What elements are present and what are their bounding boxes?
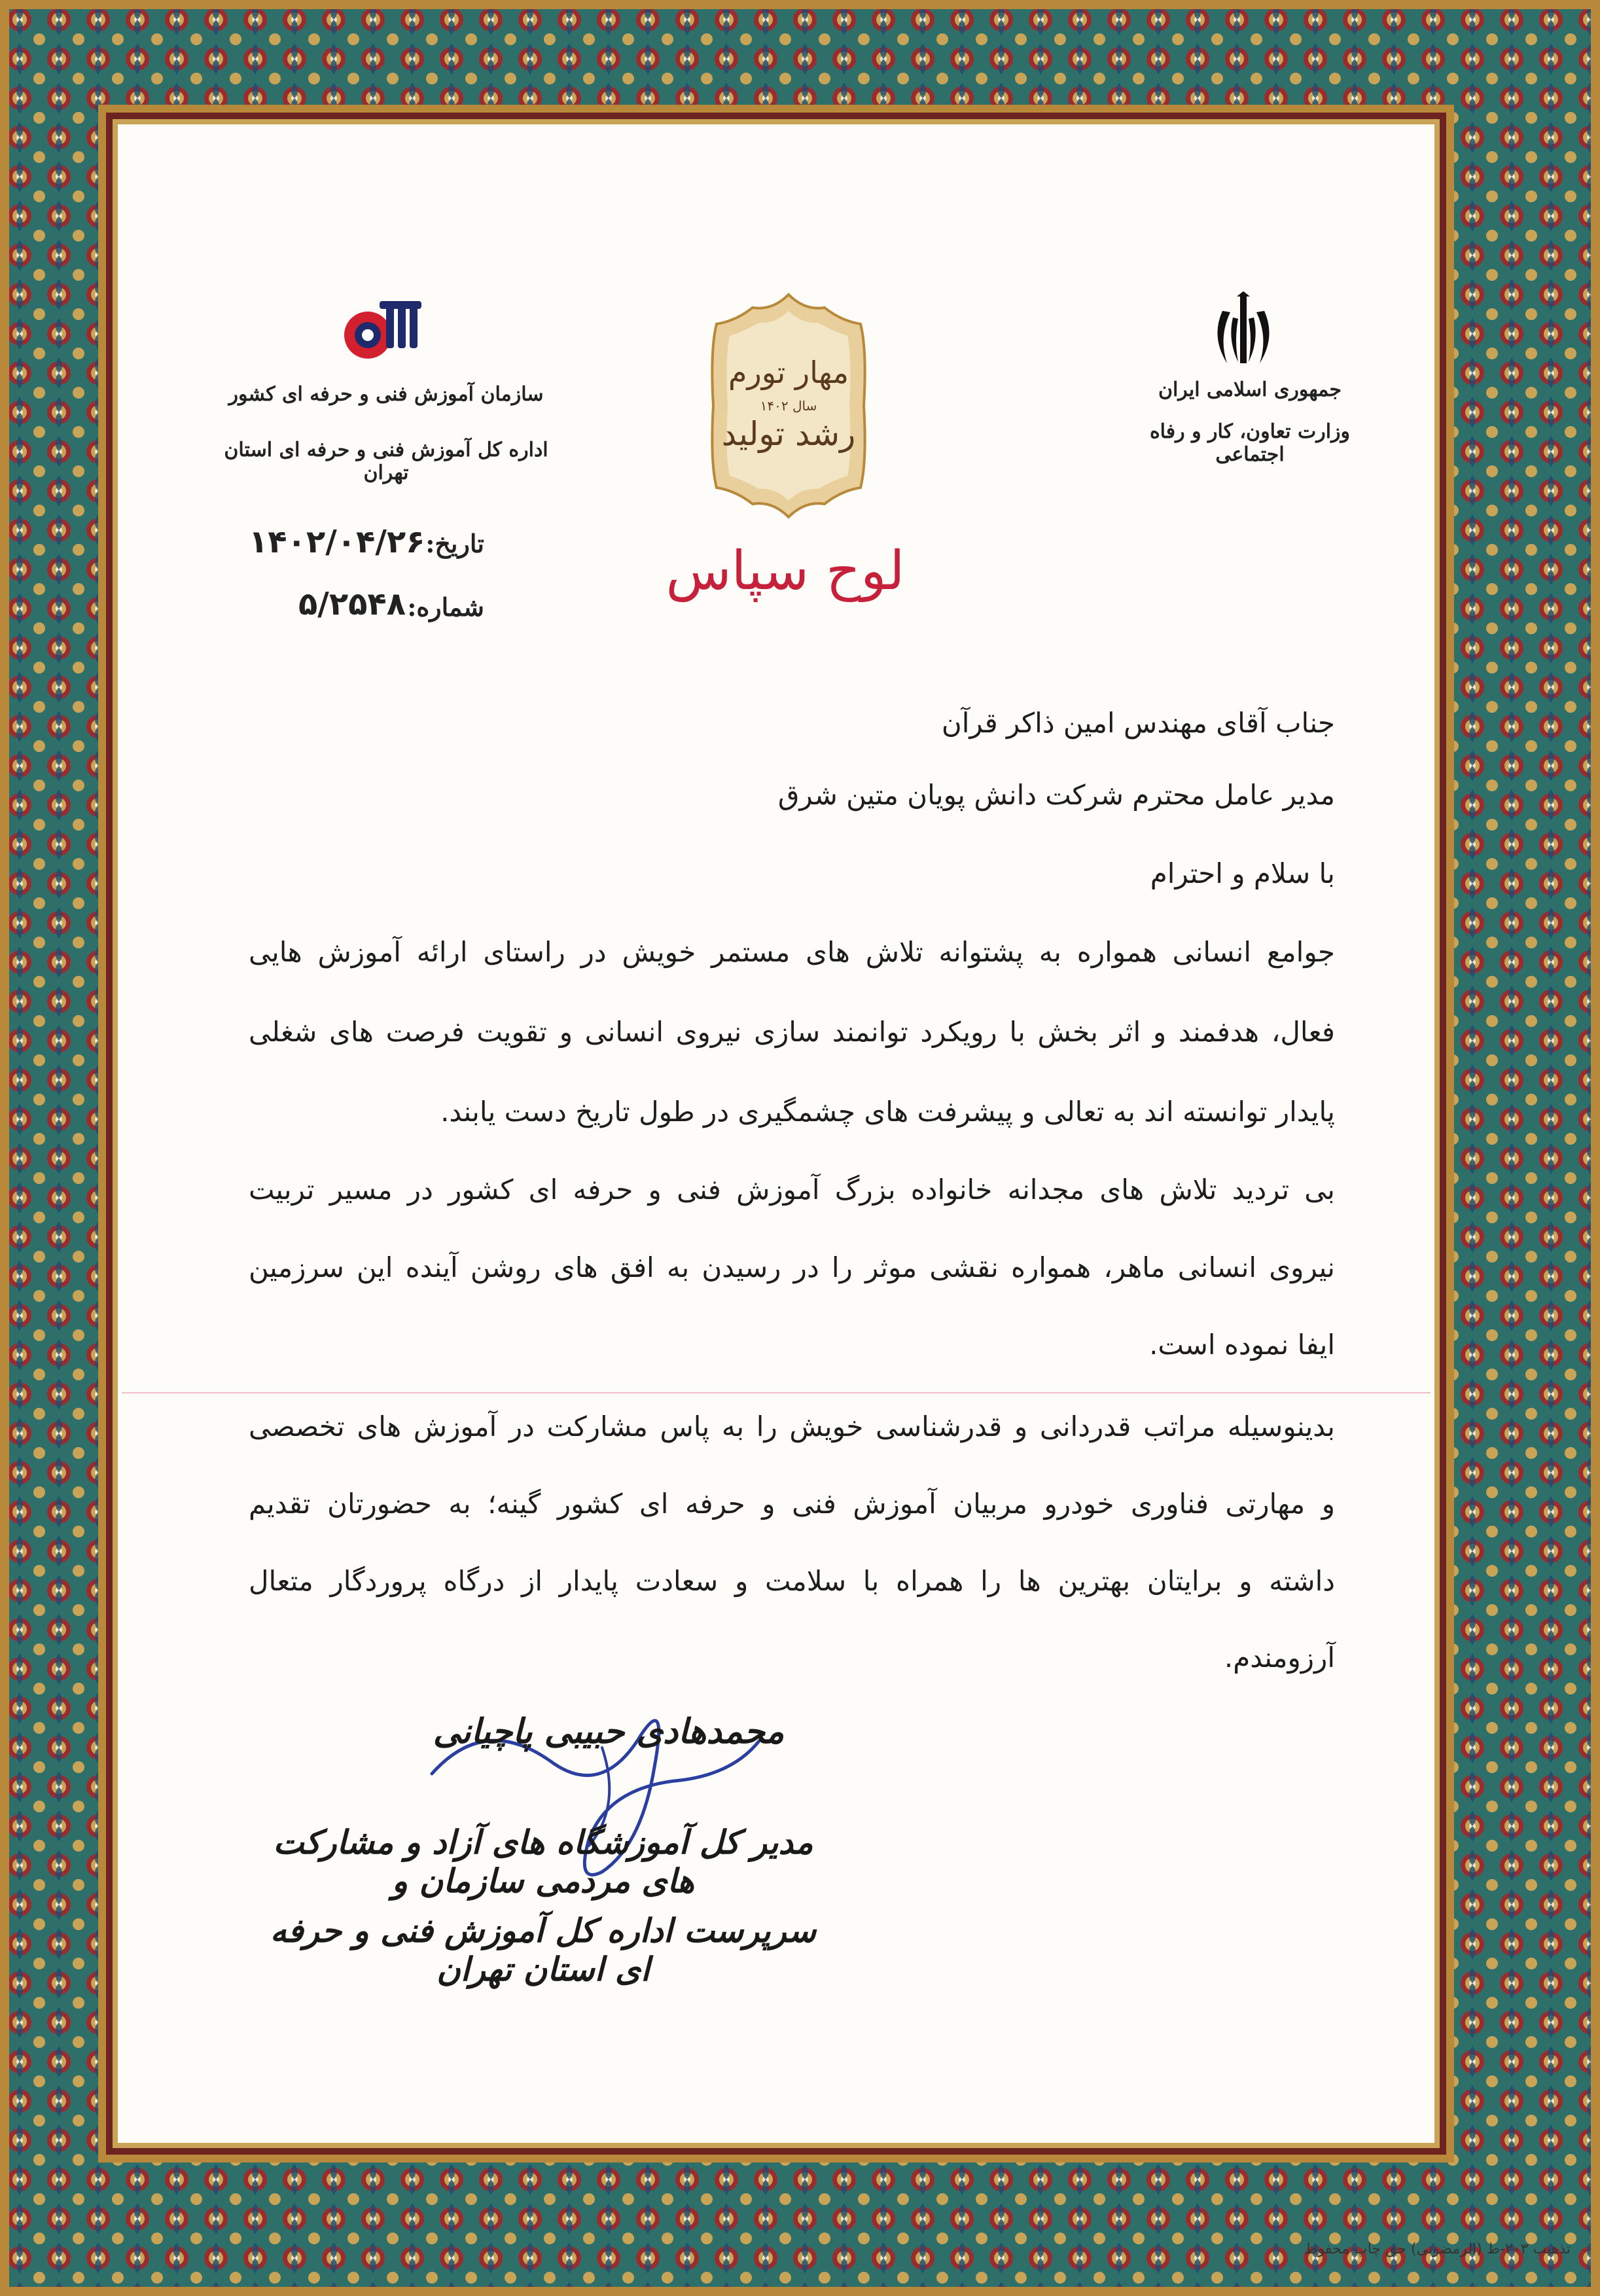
signatory-title-line1: مدیر کل آموزشگاه های آزاد و مشارکت های مردمی سازمان و <box>273 1823 813 1900</box>
badge-line1: مهار تورم <box>728 355 849 390</box>
iran-emblem-icon <box>1204 291 1283 376</box>
date-label: تاریخ: <box>425 529 484 558</box>
footer-note: تذهیب ۲۰۳-ط (الرمضونی) حق چاپ محفوظ <box>1304 2241 1571 2257</box>
paragraph-line: داشته و برایتان بهترین ها را همراه با سلامت و سعادت پایدار از درگاه پروردگار متعال <box>249 1565 1335 1597</box>
header-right-line2: وزارت تعاون، کار و رفاه اجتماعی <box>1149 420 1351 466</box>
paragraph-line: ایفا نموده است. <box>1149 1329 1335 1361</box>
badge-line2: رشد تولید <box>721 415 856 453</box>
header-left-line1: سازمان آموزش فنی و حرفه ای کشور <box>228 383 544 406</box>
certificate-title: لوح سپاس <box>666 540 905 602</box>
paragraph-line: و مهارتی فناوری خودرو مربیان آموزش فنی و حرفه ای کشور گینه؛ به حضورتان تقدیم <box>249 1488 1335 1520</box>
year-slogan-badge <box>707 291 870 520</box>
paragraph-line: پایدار توانسته اند به تعالی و پیشرفت های چشمگیری در طول تاریخ دست یابند. <box>440 1096 1335 1128</box>
paragraph-line: نیروی انسانی ماهر، همواره نقشی موثر را در رسیدن به افق های روشن آینده این سرزمین <box>249 1251 1335 1283</box>
paragraph-line: بی تردید تلاش های مجدانه خانواده بزرگ آموزش فنی و حرفه ای کشور در مسیر تربیت <box>249 1174 1335 1206</box>
tvto-logo-icon <box>340 295 425 367</box>
badge-year: سال ۱۴۰۲ <box>760 398 817 414</box>
divider-line <box>122 1392 1431 1393</box>
paragraph-line: بدینوسیله مراتب قدردانی و قدرشناسی خویش را به پاس مشارکت در آموزش های تخصصی <box>249 1410 1335 1443</box>
signatory-title-line2: سرپرست اداره کل آموزش فنی و حرفه ای استان تهران <box>270 1911 817 1988</box>
greeting: با سلام و احترام <box>1150 857 1335 889</box>
recipient-line1: جناب آقای مهندس امین ذاکر قرآن <box>941 707 1335 739</box>
number-label: شماره: <box>407 592 484 622</box>
header-right-line1: جمهوری اسلامی ایران <box>1158 378 1342 401</box>
number-value: ۵/۲۵۴۸ <box>298 586 406 622</box>
header-left-line2: اداره کل آموزش فنی و حرفه ای استان تهران <box>224 439 548 484</box>
paragraph-line: آرزومندم. <box>1224 1641 1335 1674</box>
paragraph-line: فعال، هدفمند و اثر بخش با رویکرد توانمند سازی نیروی انسانی و تقویت فرصت های شغلی <box>249 1016 1335 1048</box>
paragraph-line: جوامع انسانی همواره به پشتوانه تلاش های مستمر خویش در راستای ارائه آموزش هایی <box>249 936 1335 968</box>
signatory-name: محمدهادی حبیبی پاچیانی <box>433 1712 785 1751</box>
recipient-line2: مدیر عامل محترم شرکت دانش پویان متین شرق <box>777 779 1335 811</box>
date-value: ۱۴۰۲/۰۴/۲۶ <box>249 524 425 560</box>
